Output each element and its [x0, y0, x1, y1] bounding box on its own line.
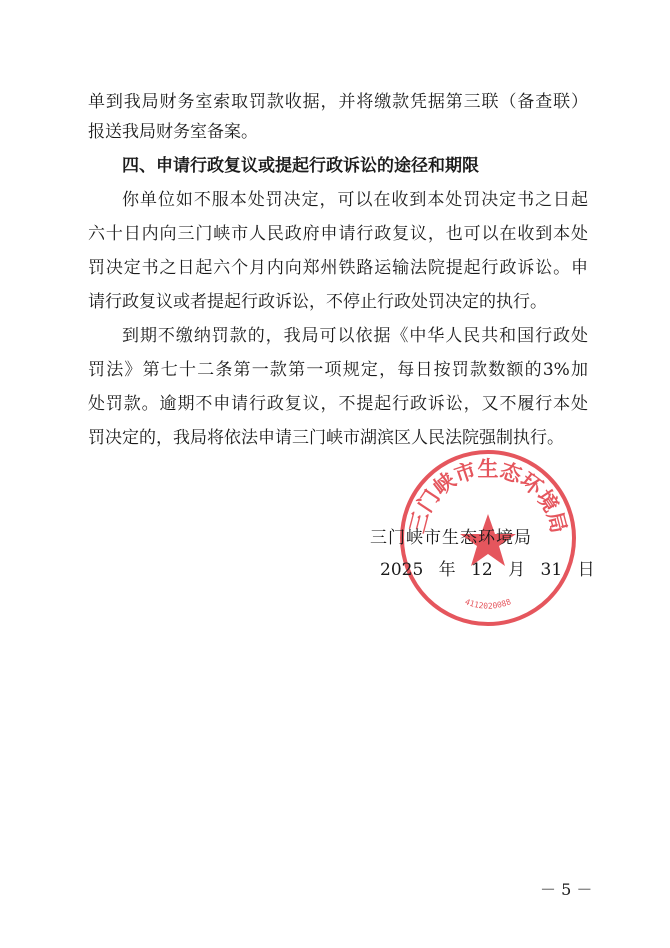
paragraph-line: 你单位如不服本处罚决定，可以在收到本处罚决定书之日起 [122, 190, 588, 210]
paragraph-line: 报送我局财务室备案。 [88, 122, 258, 142]
section-heading: 四、申请行政复议或提起行政诉讼的途径和期限 [122, 156, 479, 176]
page-number: － 5 － [540, 880, 593, 899]
paragraph-line: 到期不缴纳罚款的，我局可以依据《中华人民共和国行政处 [122, 326, 588, 346]
paragraph-line: 处罚款。逾期不申请行政复议，不提起行政诉讼，又不履行本处 [88, 394, 588, 414]
seal-code: 4112020088 [463, 597, 513, 611]
paragraph-line: 罚决定的，我局将依法申请三门峡市湖滨区人民法院强制执行。 [88, 428, 564, 448]
date-day: 31 [540, 560, 563, 580]
paragraph-line: 六十日内向三门峡市人民政府申请行政复议，也可以在收到本处 [88, 224, 588, 244]
paragraph-line: 罚法》第七十二条第一款第一项规定，每日按罚款数额的3%加 [88, 360, 588, 380]
date-year: 2025 [380, 560, 424, 580]
signature-date [380, 560, 595, 580]
signature-org: 三门峡市生态环境局 [370, 528, 532, 548]
paragraph-line: 单到我局财务室索取罚款收据，并将缴款凭据第三联（备查联） [88, 92, 588, 112]
seal-text: 三门峡市生态环境局 [405, 457, 571, 536]
date-month-unit: 月 [508, 560, 526, 580]
svg-text:4112020088 [464, 597, 513, 611]
date-year-unit: 年 [438, 560, 456, 580]
paragraph-line: 请行政复议或者提起行政诉讼，不停止行政处罚决定的执行。 [88, 292, 547, 312]
date-day-unit: 日 [577, 560, 595, 580]
date-month: 12 [471, 560, 493, 580]
paragraph-line: 罚决定书之日起六个月内向郑州铁路运输法院提起行政诉讼。申 [88, 258, 588, 278]
